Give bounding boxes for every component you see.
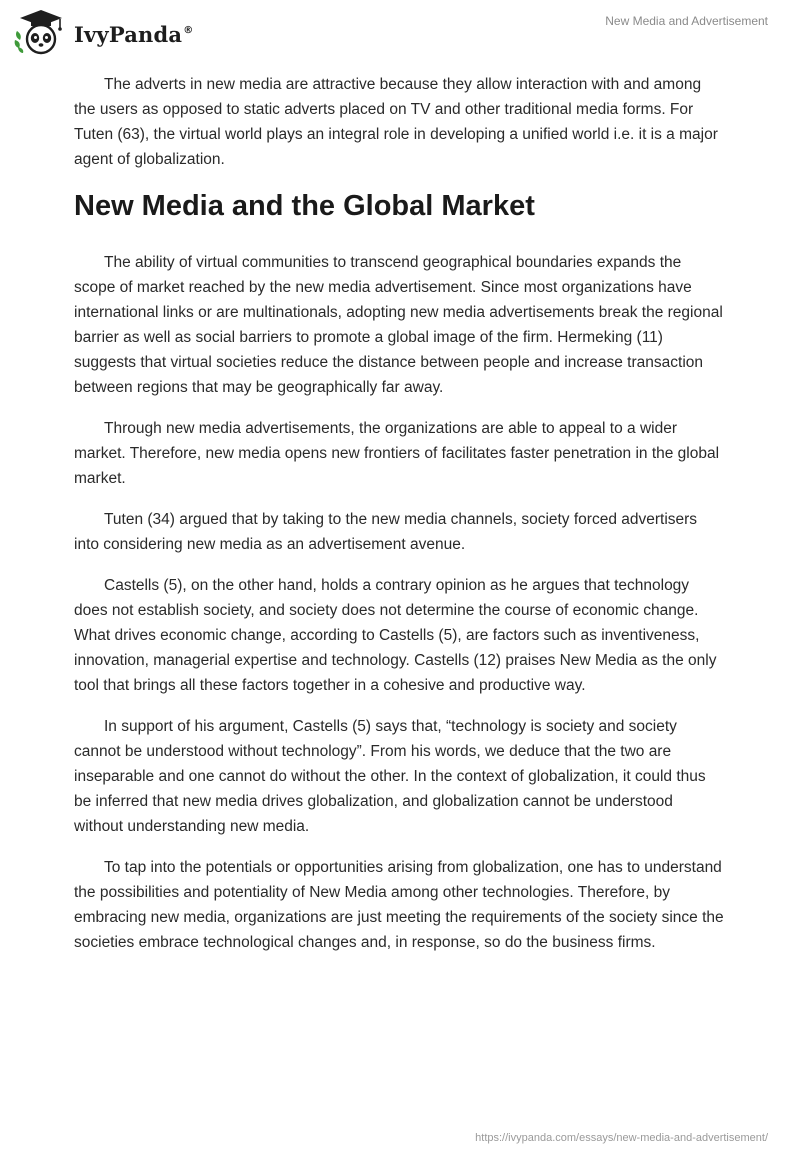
body-paragraph: To tap into the potentials or opportunities arising from globalization, one has to understand the possibilities and potentiality of New Media among other technologies. Therefore, by embracing new media, organizations are just meeting the requirements of the society since the societies embrace technological changes and, in response, so do the business firms. — [74, 859, 724, 951]
body-paragraph: Castells (5), on the other hand, holds a contrary opinion as he argues that technology does not establish society, and society does not determine the course of economic change. What drives economic change, according to Castells (5), are factors such as inventiveness, innovation, managerial expertise and technology. Castells (12) praises New Media as the only tool that brings all these factors together in a cohesive and productive way. — [74, 577, 717, 694]
body-paragraph: Tuten (34) argued that by taking to the new media channels, society forced advertisers into considering new media as an advertisement avenue. — [74, 511, 698, 553]
section-heading: New Media and the Global Market — [74, 190, 535, 222]
panda-graduate-icon — [14, 8, 68, 56]
document-title: New Media and Advertisement — [605, 14, 768, 28]
article-body — [74, 72, 726, 971]
source-url-link[interactable]: https://ivypanda.com/essays/new-media-and-advertisement/ — [475, 1132, 768, 1144]
registered-mark: ® — [183, 24, 194, 36]
intro-paragraph: The adverts in new media are attractive because they allow interaction with and among the users as opposed to static adverts placed on TV and other traditional media forms. For Tuten (63), the virtual world plays an integral role in developing a unified world i.e. it is a major agent of globalization. — [74, 76, 718, 168]
ivypanda-logo[interactable] — [14, 8, 193, 56]
logo-wordmark: IvyPanda® — [74, 21, 194, 47]
page-header — [0, 0, 800, 64]
body-paragraph: In support of his argument, Castells (5) says that, “technology is society and society cannot be understood without technology”. From his words, we deduce that the two are inseparable and one cannot do without the other. In the context of globalization, it could thus be inferred that new media drives globalization, and globalization cannot be understood without understanding new media. — [74, 718, 706, 835]
body-paragraph: The ability of virtual communities to transcend geographical boundaries expands the scope of market reached by the new media advertisement. Since most organizations have international links or are multinationals, adopting new media advertisements break the regional barrier as well as social barriers to promote a global image of the firm. Hermeking (11) suggests that virtual societies reduce the distance between people and increase transaction between regions that may be geographically far away. — [74, 254, 723, 396]
body-paragraph: Through new media advertisements, the organizations are able to appeal to a wider market. Therefore, new media opens new frontiers of facilitates faster penetration in the global market. — [74, 420, 720, 487]
